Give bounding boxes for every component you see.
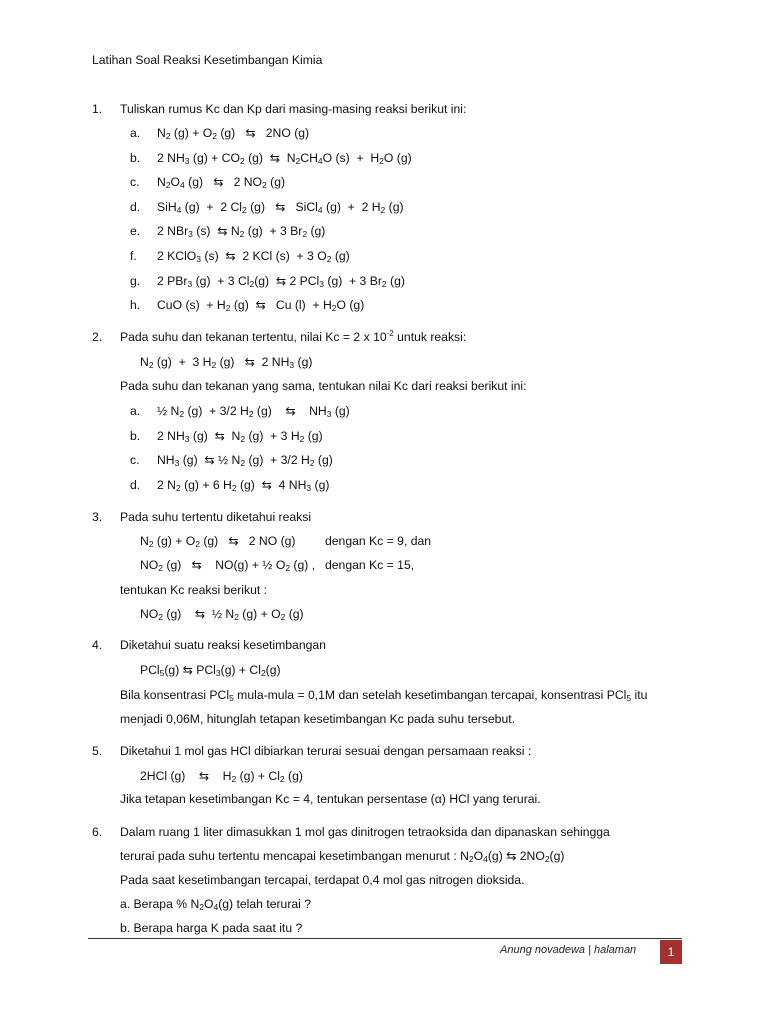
q5-text: Diketahui 1 mol gas HCl dibiarkan terurai sesuai dengan persamaan reaksi : [120,744,532,758]
q1-item-label: e. [130,224,141,239]
page-number-badge: 1 [660,940,682,964]
q1-item-label: f. [130,249,137,263]
q6-line2: terurai pada suhu tertentu mencapai kesetimbangan menurut : N2O4(g) ⇆ 2NO2(g) [120,849,565,864]
q2-item-equation: ½ N2 (g) + 3/2 H2 (g) ⇆ NH3 (g) [157,404,350,419]
q6-number: 6. [92,825,103,839]
q3-reaction-3: NO2 (g) ⇆ ½ N2 (g) + O2 (g) [140,607,304,622]
q6-line3: Pada saat kesetimbangan tercapai, terdapat 0,4 mol gas nitrogen dioksida. [120,873,525,887]
q4-number: 4. [92,638,103,652]
q3-text2: tentukan Kc reaksi berikut : [120,583,267,597]
q1-item-equation: N2O4 (g) ⇆ 2 NO2 (g) [157,175,286,191]
footer-divider [88,938,682,939]
q2-item-equation: NH3 (g) ⇆ ½ N2 (g) + 3/2 H2 (g) [157,453,333,468]
q2-item-equation: 2 N2 (g) + 6 H2 (g) ⇆ 4 NH3 (g) [157,477,330,493]
q1-item-label: c. [130,175,140,190]
q1-item-label: a. [130,126,141,140]
q2-item-label: a. [130,404,141,418]
q5-reaction: 2HCl (g) ⇆ H2 (g) + Cl2 (g) [140,769,303,784]
q1-item-label: d. [130,199,141,214]
q1-item-equation: CuO (s) + H2 (g) ⇆ Cu (l) + H2O (g) [157,298,365,314]
q3-reaction-2: NO2 (g) ⇆ NO(g) + ½ O2 (g) , [140,558,316,573]
q3-reaction-1-condition: dengan Kc = 9, dan [325,534,432,548]
q1-item-equation: 2 PBr3 (g) + 3 Cl2(g) ⇆ 2 PCl3 (g) + 3 Br2 (g) [157,273,405,289]
q4-text: Diketahui suatu reaksi kesetimbangan [120,638,326,652]
q3-text: Pada suhu tertentu diketahui reaksi [120,510,312,524]
q1-item-label: h. [130,298,141,313]
q2-item-label: b. [130,428,141,443]
q4-reaction: PCl5(g) ⇆ PCl3(g) + Cl2(g) [140,663,281,678]
q6-question-b: b. Berapa harga K pada saat itu ? [120,921,303,935]
q1-number: 1. [92,102,103,116]
q3-reaction-2-condition: dengan Kc = 15, [325,558,415,572]
q2-item-equation: 2 NH3 (g) ⇆ N2 (g) + 3 H2 (g) [157,428,323,444]
q1-item-equation: 2 NBr3 (s) ⇆ N2 (g) + 3 Br2 (g) [157,224,326,240]
footer-author: Anung novadewa | halaman [500,944,637,956]
q3-reaction-1: N2 (g) + O2 (g) ⇆ 2 NO (g) [140,534,296,549]
q6-question-a: a. Berapa % N2O4(g) telah terurai ? [120,897,312,912]
q3-number: 3. [92,510,103,524]
q2-item-label: d. [130,477,141,492]
q2-item-label: c. [130,453,140,467]
q1-item-label: g. [130,273,141,288]
document-title: Latihan Soal Reaksi Kesetimbangan Kimia [92,53,323,67]
q1-item-label: b. [130,150,141,165]
q1-item-equation: N2 (g) + O2 (g) ⇆ 2NO (g) [157,126,310,141]
q6-line1: Dalam ruang 1 liter dimasukkan 1 mol gas dinitrogen tetraoksida dan dipanaskan sehingga [120,825,610,839]
q1-item-equation: 2 NH3 (g) + CO2 (g) ⇆ N2CH4O (s) + H2O (g) [157,150,412,166]
q4-line1: Bila konsentrasi PCl5 mula-mula = 0,1M dan setelah kesetimbangan tercapai, konsentrasi PCl5 itu [120,688,648,703]
q2-reaction: N2 (g) + 3 H2 (g) ⇆ 2 NH3 (g) [140,355,313,370]
q2-text2: Pada suhu dan tekanan yang sama, tentukan nilai Kc dari reaksi berikut ini: [120,379,527,393]
q5-number: 5. [92,744,103,758]
q2-text: Pada suhu dan tekanan tertentu, nilai Kc = 2 x $10^{-2}$ untuk reaksi: [120,329,467,344]
q1-text: Tuliskan rumus Kc dan Kp dari masing-masing reaksi berikut ini: [120,102,467,116]
q1-item-equation: 2 KClO3 (s) ⇆ 2 KCl (s) + 3 O2 (g) [157,249,350,264]
q2-number: 2. [92,330,103,344]
q5-line: Jika tetapan kesetimbangan Kc = 4, tentukan persentase (α) HCl yang terurai. [120,792,541,806]
q1-item-equation: SiH4 (g) + 2 Cl2 (g) ⇆ SiCl4 (g) + 2 H2 (g) [157,199,404,215]
q4-line2: menjadi 0,06M, hitunglah tetapan kesetimbangan Kc pada suhu tersebut. [120,712,516,726]
